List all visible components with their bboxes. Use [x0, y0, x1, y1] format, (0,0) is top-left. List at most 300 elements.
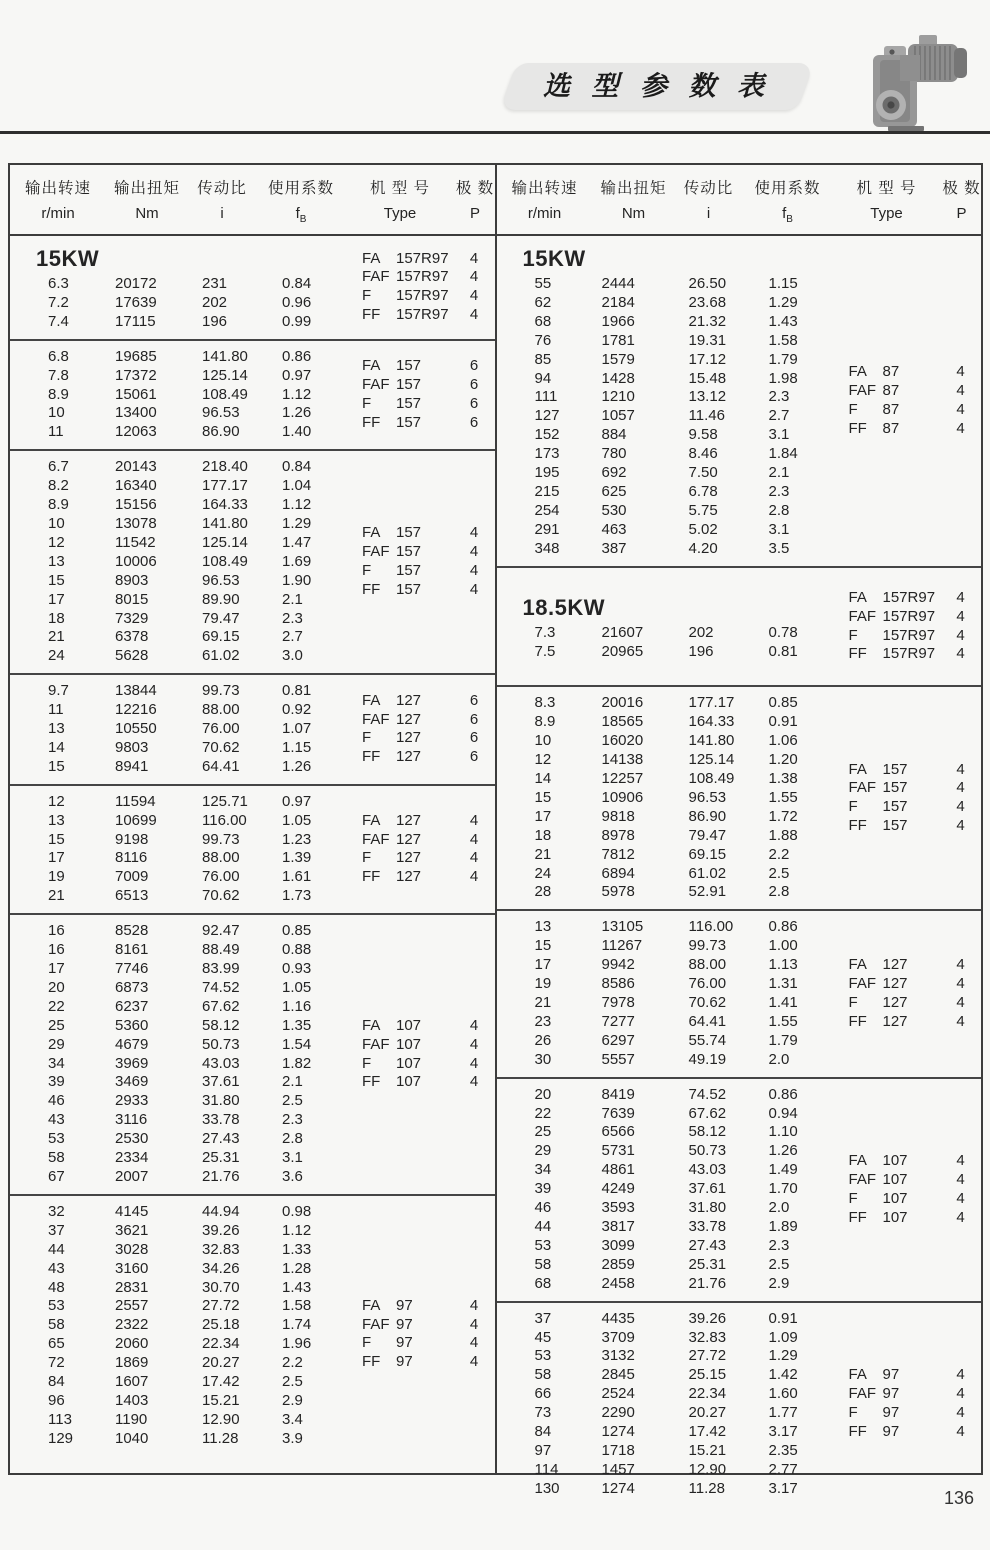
- torque-value: 2184: [601, 293, 635, 311]
- poles-value: 4: [956, 1208, 965, 1226]
- speed-value: 68: [534, 312, 552, 330]
- type-prefix: F: [848, 400, 858, 418]
- speed-value: 13: [534, 918, 552, 936]
- ratio-value: 19.31: [688, 331, 727, 349]
- type-row: [833, 1385, 983, 1404]
- factor-value: 1.23: [282, 830, 312, 848]
- type-row: [833, 817, 983, 836]
- table-block: [10, 341, 495, 452]
- col-header-torque: 输出扭矩: [600, 180, 667, 197]
- col-unit-speed: r/min: [527, 205, 562, 222]
- type-model: 97: [396, 1296, 413, 1314]
- ratio-value: 30.70: [202, 1278, 240, 1296]
- torque-value: 8419: [601, 1085, 635, 1103]
- poles-value: 4: [956, 975, 965, 993]
- ratio-value: 31.80: [688, 1199, 727, 1217]
- torque-value: 3099: [601, 1236, 635, 1254]
- speed-value: 348: [534, 539, 560, 557]
- ratio-value: 15.48: [688, 369, 727, 387]
- factor-value: 1.58: [768, 331, 798, 349]
- type-name: [346, 1353, 452, 1372]
- factor-value: 1.07: [282, 720, 312, 738]
- factor-value: 1.72: [768, 807, 798, 825]
- type-model: 157R97: [882, 588, 936, 606]
- type-row: [833, 761, 983, 780]
- type-name: [833, 363, 939, 382]
- factor-value: 0.86: [768, 1085, 798, 1103]
- poles-value: 4: [956, 381, 965, 399]
- type-name: [833, 1385, 939, 1404]
- type-name: [833, 1152, 939, 1171]
- ratio-value: 13.12: [688, 388, 727, 406]
- poles-value: 4: [469, 581, 479, 599]
- speed-value: 94: [534, 369, 552, 387]
- speed-value: 30: [534, 1050, 552, 1068]
- table-block: [497, 911, 982, 1078]
- factor-value: 3.17: [768, 1479, 798, 1497]
- speed-value: 72: [48, 1354, 65, 1372]
- type-model: 157R97: [396, 249, 449, 267]
- type-name: [346, 1073, 452, 1092]
- torque-value: 20172: [115, 275, 157, 292]
- factor-value: 0.81: [768, 642, 798, 660]
- type-model: 87: [882, 381, 900, 399]
- ratio-value: 11.28: [688, 1479, 725, 1497]
- ratio-value: 5.02: [688, 520, 718, 538]
- model-type-group: [346, 451, 496, 673]
- ratio-value: 88.00: [202, 701, 240, 719]
- factor-value: 0.92: [282, 701, 312, 719]
- speed-value: 12: [48, 533, 65, 551]
- type-prefix: FA: [362, 1016, 381, 1034]
- type-row: [346, 812, 496, 831]
- speed-value: 7.2: [48, 293, 69, 311]
- type-name: [346, 268, 452, 287]
- header-banner: [508, 63, 806, 110]
- ratio-value: 52.91: [688, 883, 727, 901]
- factor-value: 1.77: [768, 1404, 798, 1422]
- factor-value: 1.31: [768, 975, 798, 993]
- type-row: [346, 268, 496, 287]
- speed-value: 45: [534, 1328, 552, 1346]
- type-name: [833, 401, 939, 420]
- speed-value: 44: [48, 1240, 65, 1258]
- speed-value: 8.2: [48, 477, 69, 495]
- model-type-group: [346, 341, 496, 450]
- type-row: [346, 1334, 496, 1353]
- speed-value: 55: [534, 275, 552, 292]
- speed-value: 7.5: [534, 642, 556, 660]
- poles-value: 4: [469, 1334, 479, 1352]
- ratio-value: 67.62: [688, 1104, 727, 1122]
- speed-value: 15: [534, 788, 552, 806]
- type-prefix: FA: [362, 524, 381, 542]
- speed-value: 96: [48, 1391, 65, 1409]
- type-model: 107: [396, 1054, 422, 1072]
- speed-value: 20: [534, 1085, 552, 1103]
- model-type-group: [833, 911, 983, 1076]
- factor-value: 2.5: [768, 864, 790, 882]
- speed-value: 17: [48, 960, 65, 977]
- ratio-value: 202: [202, 293, 228, 311]
- ratio-value: 7.50: [688, 464, 718, 482]
- type-name: [833, 608, 939, 627]
- poles-value: 4: [469, 562, 479, 580]
- factor-value: 1.09: [768, 1328, 798, 1346]
- type-prefix: FA: [848, 760, 867, 778]
- factor-value: 2.9: [768, 1274, 790, 1292]
- speed-value: 129: [48, 1429, 74, 1447]
- poles-value: 4: [956, 817, 965, 835]
- poles-value: 6: [469, 748, 479, 766]
- poles-value: 4: [469, 1035, 479, 1053]
- speed-value: 28: [534, 883, 552, 901]
- type-name: [833, 1423, 939, 1442]
- ratio-value: 34.26: [202, 1259, 240, 1277]
- ratio-value: 70.62: [202, 887, 240, 905]
- torque-value: 2557: [115, 1297, 149, 1315]
- type-row: [833, 1013, 983, 1032]
- type-model: 97: [396, 1353, 413, 1371]
- factor-value: 1.82: [282, 1054, 312, 1072]
- speed-value: 195: [534, 464, 560, 482]
- torque-value: 4861: [601, 1161, 635, 1179]
- type-prefix: FAF: [848, 381, 877, 399]
- type-model: 107: [396, 1035, 422, 1053]
- model-type-group: [833, 687, 983, 909]
- type-prefix: F: [362, 849, 372, 867]
- type-model: 157R97: [882, 626, 936, 644]
- torque-value: 6297: [601, 1031, 635, 1049]
- speed-value: 37: [534, 1309, 552, 1327]
- torque-value: 13105: [601, 918, 644, 936]
- speed-value: 114: [534, 1460, 559, 1478]
- speed-value: 8.9: [48, 385, 69, 403]
- torque-value: 625: [601, 482, 627, 500]
- type-prefix: FAF: [362, 376, 390, 394]
- type-prefix: FF: [362, 1073, 381, 1091]
- col-unit-ratio: i: [220, 205, 224, 222]
- poles-value: 4: [469, 1073, 479, 1091]
- section-title: 15KW: [36, 246, 100, 271]
- type-prefix: FF: [362, 413, 381, 431]
- table-block: [10, 675, 495, 786]
- torque-value: 1274: [601, 1479, 635, 1497]
- table-column-left: [10, 165, 495, 1473]
- factor-value: 1.15: [768, 275, 798, 292]
- ratio-value: 25.18: [202, 1316, 240, 1334]
- factor-value: 2.3: [282, 609, 303, 627]
- torque-value: 1274: [601, 1423, 635, 1441]
- speed-value: 73: [534, 1404, 552, 1422]
- type-model: 157R97: [396, 306, 449, 324]
- speed-value: 34: [534, 1161, 552, 1179]
- type-prefix: FF: [362, 306, 381, 324]
- torque-value: 12063: [115, 423, 157, 441]
- type-model: 127: [396, 830, 422, 848]
- torque-value: 3621: [115, 1221, 149, 1239]
- type-name: [346, 306, 452, 325]
- ratio-value: 202: [688, 623, 714, 641]
- type-prefix: FAF: [362, 1315, 390, 1333]
- factor-value: 2.0: [768, 1050, 790, 1068]
- torque-value: 2831: [115, 1278, 149, 1296]
- model-type-group: [346, 236, 496, 339]
- type-model: 107: [396, 1073, 422, 1091]
- type-row: [833, 363, 983, 382]
- speed-value: 127: [534, 407, 560, 425]
- speed-value: 53: [48, 1297, 65, 1315]
- col-header-ratio: 传动比: [197, 180, 247, 197]
- type-name: [833, 994, 939, 1013]
- factor-value: 2.7: [282, 628, 303, 646]
- torque-value: 8161: [115, 941, 149, 959]
- factor-value: 1.33: [282, 1240, 312, 1258]
- type-prefix: F: [848, 1189, 858, 1207]
- ratio-value: 25.15: [688, 1366, 727, 1384]
- factor-value: 1.38: [768, 770, 798, 788]
- type-row: [346, 711, 496, 730]
- table-block: [497, 568, 982, 688]
- type-model: 157: [396, 562, 422, 580]
- ratio-value: 58.12: [202, 1016, 240, 1034]
- torque-value: 6566: [601, 1123, 635, 1141]
- factor-value: 2.8: [768, 501, 790, 519]
- factor-value: 0.81: [282, 682, 312, 700]
- ratio-value: 196: [202, 312, 228, 330]
- col-unit-type: Type: [383, 205, 417, 222]
- gearmotor-photo: [858, 33, 970, 135]
- speed-value: 15: [48, 830, 65, 848]
- type-name: [833, 817, 939, 836]
- speed-value: 15: [48, 571, 65, 589]
- model-type-group: [833, 1079, 983, 1301]
- ratio-value: 74.52: [202, 978, 240, 996]
- factor-value: 0.91: [768, 1309, 798, 1327]
- factor-value: 0.96: [282, 293, 312, 311]
- model-type-group: [346, 915, 496, 1194]
- type-name: [833, 956, 939, 975]
- type-row: [833, 798, 983, 817]
- ratio-value: 26.50: [688, 275, 727, 292]
- speed-value: 7.8: [48, 366, 69, 384]
- factor-value: 2.1: [282, 590, 303, 608]
- ratio-value: 32.83: [688, 1328, 727, 1346]
- type-row: [346, 1036, 496, 1055]
- type-prefix: F: [362, 394, 372, 412]
- torque-value: 1966: [601, 312, 635, 330]
- torque-value: 20143: [115, 458, 157, 476]
- torque-value: 17639: [115, 293, 157, 311]
- header-units: [497, 205, 982, 225]
- type-name: [346, 543, 452, 562]
- type-prefix: FF: [848, 1423, 867, 1441]
- factor-value: 2.0: [768, 1199, 790, 1217]
- type-prefix: F: [362, 562, 372, 580]
- header-units: [10, 205, 495, 225]
- torque-value: 13844: [115, 682, 157, 700]
- type-name: [346, 1316, 452, 1335]
- torque-value: 8941: [115, 757, 149, 775]
- type-model: 157: [882, 760, 908, 778]
- ratio-value: 108.49: [202, 385, 248, 403]
- type-row: [346, 524, 496, 543]
- poles-value: 4: [469, 830, 479, 848]
- ratio-value: 21.76: [202, 1167, 240, 1185]
- speed-value: 62: [534, 293, 552, 311]
- ratio-value: 79.47: [202, 609, 240, 627]
- poles-value: 4: [956, 1423, 965, 1441]
- type-model: 127: [882, 994, 908, 1011]
- ratio-value: 11.46: [688, 407, 725, 425]
- ratio-value: 22.34: [202, 1335, 240, 1353]
- ratio-value: 27.43: [202, 1130, 240, 1148]
- type-row: [346, 357, 496, 376]
- torque-value: 2444: [601, 275, 635, 292]
- model-type-group: [346, 675, 496, 784]
- speed-value: 215: [534, 482, 560, 500]
- torque-value: 10550: [115, 720, 157, 738]
- speed-value: 291: [534, 520, 560, 538]
- speed-value: 16: [48, 941, 65, 959]
- torque-value: 10006: [115, 552, 157, 570]
- type-model: 107: [882, 1208, 908, 1226]
- speed-value: 16: [48, 922, 65, 940]
- poles-value: 4: [469, 543, 479, 561]
- torque-value: 2845: [601, 1366, 635, 1384]
- type-model: 127: [396, 710, 422, 728]
- ratio-value: 61.02: [202, 647, 240, 665]
- factor-value: 2.7: [768, 407, 790, 425]
- factor-value: 2.1: [768, 464, 790, 482]
- table-block: [10, 236, 495, 341]
- type-name: [346, 748, 452, 767]
- col-header-type: 机 型 号: [856, 180, 917, 197]
- poles-value: 4: [469, 1054, 479, 1072]
- torque-value: 7746: [115, 960, 149, 977]
- ratio-value: 8.46: [688, 445, 718, 463]
- torque-value: 11267: [601, 937, 643, 955]
- speed-value: 20: [48, 978, 65, 996]
- poles-value: 4: [956, 760, 965, 778]
- ratio-value: 79.47: [688, 826, 727, 844]
- factor-value: 2.35: [768, 1441, 798, 1459]
- ratio-value: 86.90: [688, 807, 727, 825]
- type-prefix: FA: [362, 1296, 381, 1314]
- factor-value: 0.88: [282, 941, 312, 959]
- speed-value: 67: [48, 1167, 65, 1185]
- ratio-value: 64.41: [202, 757, 240, 775]
- speed-value: 7.4: [48, 312, 69, 330]
- speed-value: 111: [534, 388, 558, 406]
- torque-value: 884: [601, 426, 627, 444]
- ratio-value: 141.80: [202, 347, 248, 365]
- torque-value: 2290: [601, 1404, 635, 1422]
- type-row: [833, 779, 983, 798]
- torque-value: 7639: [601, 1104, 635, 1122]
- col-header-poles: 极 数: [942, 180, 981, 197]
- type-name: [346, 414, 452, 433]
- torque-value: 1607: [115, 1373, 149, 1391]
- factor-value: 2.77: [768, 1460, 798, 1478]
- speed-value: 39: [534, 1180, 552, 1198]
- table-block: [497, 236, 982, 568]
- factor-value: 1.73: [282, 887, 312, 905]
- factor-value: 3.5: [768, 539, 790, 557]
- speed-value: 18: [534, 826, 552, 844]
- poles-value: 4: [469, 811, 479, 829]
- factor-value: 2.3: [768, 388, 790, 406]
- factor-value: 1.35: [282, 1016, 312, 1034]
- factor-value: 3.1: [768, 426, 790, 444]
- ratio-value: 27.43: [688, 1236, 727, 1254]
- speed-value: 21: [48, 628, 65, 646]
- factor-value: 0.84: [282, 275, 312, 292]
- torque-value: 8116: [115, 849, 148, 867]
- factor-value: 3.4: [282, 1410, 303, 1428]
- col-unit-factor: $f_B$: [295, 205, 307, 225]
- type-name: [346, 395, 452, 414]
- poles-value: 4: [469, 868, 479, 886]
- speed-value: 46: [48, 1092, 65, 1110]
- torque-value: 2322: [115, 1316, 149, 1334]
- type-row: [833, 401, 983, 420]
- ratio-value: 86.90: [202, 423, 240, 441]
- ratio-value: 39.26: [202, 1221, 240, 1239]
- type-row: [833, 1404, 983, 1423]
- ratio-value: 88.49: [202, 941, 240, 959]
- type-model: 127: [396, 691, 422, 709]
- type-prefix: FAF: [848, 607, 877, 625]
- type-model: 97: [882, 1423, 900, 1441]
- ratio-value: 141.80: [202, 514, 248, 532]
- factor-value: 1.12: [282, 385, 312, 403]
- type-model: 97: [396, 1315, 413, 1333]
- type-name: [346, 1055, 452, 1074]
- type-prefix: F: [362, 729, 372, 747]
- torque-value: 15156: [115, 496, 157, 514]
- col-header-poles: 极 数: [455, 180, 495, 197]
- factor-value: 0.91: [768, 713, 798, 731]
- torque-value: 1869: [115, 1354, 149, 1372]
- ratio-value: 96.53: [202, 571, 240, 589]
- poles-value: 4: [469, 287, 479, 305]
- speed-value: 44: [534, 1217, 552, 1235]
- ratio-value: 218.40: [202, 458, 248, 476]
- col-unit-torque: Nm: [135, 205, 159, 222]
- type-name: [833, 975, 939, 994]
- factor-value: 0.78: [768, 623, 798, 641]
- speed-value: 13: [48, 552, 65, 570]
- type-row: [346, 543, 496, 562]
- type-name: [833, 798, 939, 817]
- torque-value: 10699: [115, 811, 157, 829]
- model-type-group: [833, 1303, 983, 1506]
- type-row: [833, 1152, 983, 1171]
- poles-value: 4: [469, 1315, 479, 1333]
- speed-value: 17: [534, 956, 552, 974]
- type-prefix: FF: [848, 645, 867, 663]
- ratio-value: 50.73: [202, 1035, 240, 1053]
- torque-value: 9198: [115, 830, 149, 848]
- factor-value: 1.98: [768, 369, 798, 387]
- type-model: 157: [396, 524, 422, 542]
- type-row: [346, 849, 496, 868]
- type-row: [346, 729, 496, 748]
- type-name: [833, 382, 939, 401]
- ratio-value: 58.12: [688, 1123, 727, 1141]
- torque-value: 2933: [115, 1092, 149, 1110]
